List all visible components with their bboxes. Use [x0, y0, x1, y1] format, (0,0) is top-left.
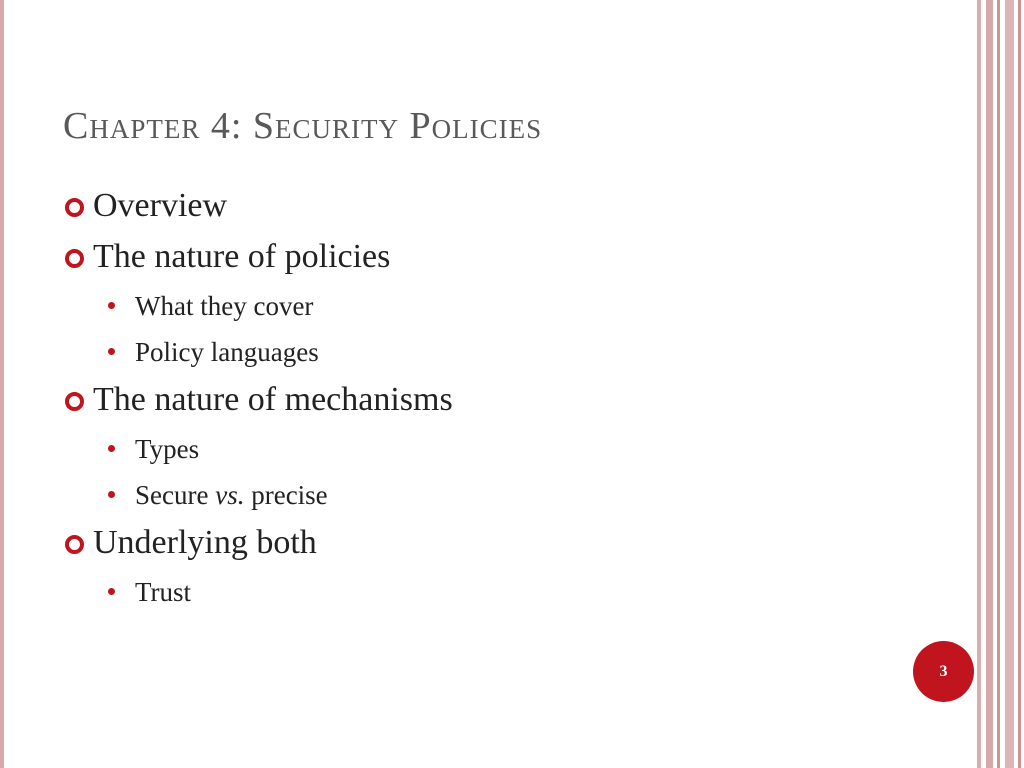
bullet-item	[63, 184, 943, 235]
dot-bullet-icon	[108, 588, 115, 595]
left-border-rule	[0, 0, 4, 768]
sub-bullet-text: What they cover	[135, 291, 314, 321]
dot-bullet-icon	[108, 302, 115, 309]
dot-bullet-icon	[108, 348, 115, 355]
bullet-text: The nature of mechanisms	[93, 381, 453, 418]
sub-bullet-text: Types	[135, 434, 200, 464]
bullet-text: The nature of policies	[93, 238, 391, 275]
sub-bullet-text-post: precise	[244, 480, 328, 510]
decorative-stripe	[977, 0, 981, 768]
dot-bullet-icon	[108, 491, 115, 498]
ring-bullet-icon	[65, 198, 84, 217]
ring-bullet-icon	[65, 535, 84, 554]
sub-bullet-text-pre: Secure	[135, 480, 216, 510]
page-number: 3	[939, 662, 948, 680]
ring-bullet-icon	[65, 392, 84, 411]
ring-bullet-icon	[65, 249, 84, 268]
dot-bullet-icon	[108, 445, 115, 452]
decorative-stripe	[1018, 0, 1021, 768]
bullet-text: Underlying both	[93, 524, 317, 561]
sub-bullet-item	[63, 332, 943, 378]
bullet-item	[63, 378, 943, 429]
decorative-stripe	[1005, 0, 1014, 768]
bullet-item	[63, 235, 943, 286]
sub-bullet-text: Trust	[135, 577, 192, 607]
sub-bullet-item	[63, 572, 943, 618]
bullet-list	[63, 184, 943, 618]
decorative-stripe	[997, 0, 1000, 768]
right-decorative-band	[977, 0, 1024, 768]
bullet-text: Overview	[93, 187, 228, 224]
sub-bullet-text-emphasis: vs.	[215, 480, 245, 510]
sub-bullet-item	[63, 429, 943, 475]
decorative-stripe	[986, 0, 993, 768]
sub-bullet-item	[63, 286, 943, 332]
sub-bullet-text: Policy languages	[135, 337, 319, 367]
bullet-item	[63, 521, 943, 572]
page-number-badge	[913, 641, 974, 702]
slide-title: Chapter 4: Security Policies	[63, 105, 543, 147]
sub-bullet-item	[63, 475, 943, 521]
